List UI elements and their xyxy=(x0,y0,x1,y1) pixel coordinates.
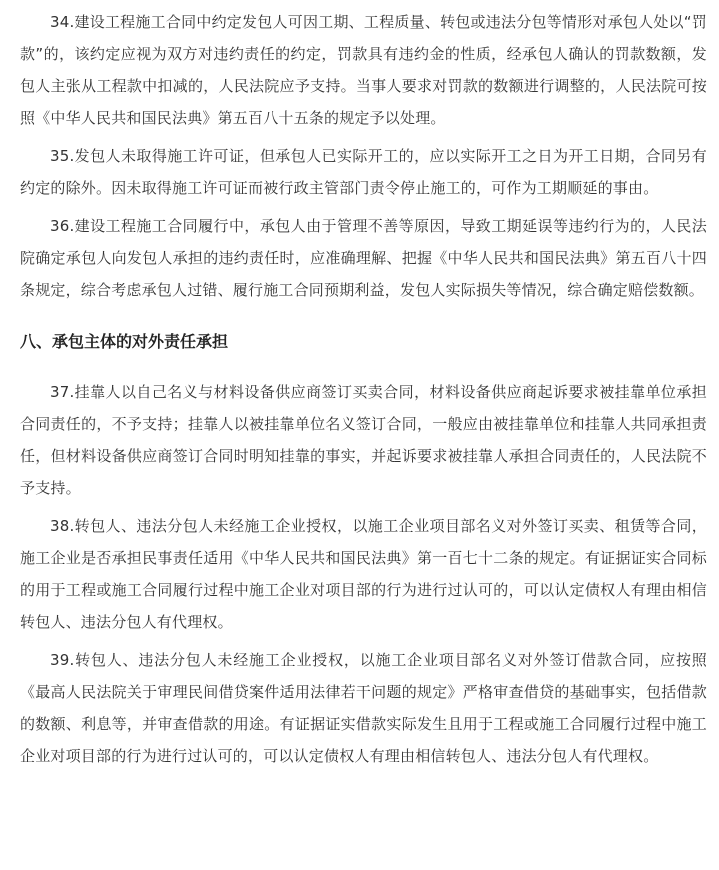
paragraph-38: 38.转包人、违法分包人未经施工企业授权，以施工企业项目部名义对外签订买卖、租赁等合同，施工企业是否承担民事责任适用《中华人民共和国民法典》第一百七十二条的规定。有证据证实合同标的用于工程或施工合同履行过程中施工企业对项目部的行为进行过认可的，可以认定债权人有理由相信转包人、违法分包人有代理权。 xyxy=(20,517,707,631)
paragraph-34: 34.建设工程施工合同中约定发包人可因工期、工程质量、转包或违法分包等情形对承包人处以“罚款”的，该约定应视为双方对违约责任的约定，罚款具有违约金的性质，经承包人确认的罚款数额，发包人主张从工程款中扣减的，人民法院应予支持。当事人要求对罚款的数额进行调整的，人民法院可按照《中华人民共和国民法典》第五百八十五条的规定予以处理。 xyxy=(20,13,707,127)
section-heading: 八、承包主体的对外责任承担 xyxy=(20,332,229,351)
paragraph-35: 35.发包人未取得施工许可证，但承包人已实际开工的，应以实际开工之日为开工日期，合同另有约定的除外。因未取得施工许可证而被行政主管部门责令停止施工的，可作为工期顺延的事由。 xyxy=(20,147,707,197)
paragraph-39: 39.转包人、违法分包人未经施工企业授权，以施工企业项目部名义对外签订借款合同，应按照《最高人民法院关于审理民间借贷案件适用法律若干问题的规定》严格审查借贷的基础事实，包括借款的数额、利息等，并审查借款的用途。有证据证实借款实际发生且用于工程或施工合同履行过程中施工企业对项目部的行为进行过认可的，可以认定债权人有理由相信转包人、违法分包人有代理权。 xyxy=(20,651,707,765)
paragraph-36: 36.建设工程施工合同履行中，承包人由于管理不善等原因，导致工期延误等违约行为的，人民法院确定承包人向发包人承担的违约责任时，应准确理解、把握《中华人民共和国民法典》第五百八十四条规定，综合考虑承包人过错、履行施工合同预期利益，发包人实际损失等情况，综合确定赔偿数额。 xyxy=(20,217,707,299)
paragraph-37: 37.挂靠人以自己名义与材料设备供应商签订买卖合同，材料设备供应商起诉要求被挂靠单位承担合同责任的，不予支持；挂靠人以被挂靠单位名义签订合同，一般应由被挂靠单位和挂靠人共同承担责任，但材料设备供应商签订合同时明知挂靠的事实，并起诉要求被挂靠人承担合同责任的，人民法院不予支持。 xyxy=(20,383,707,497)
